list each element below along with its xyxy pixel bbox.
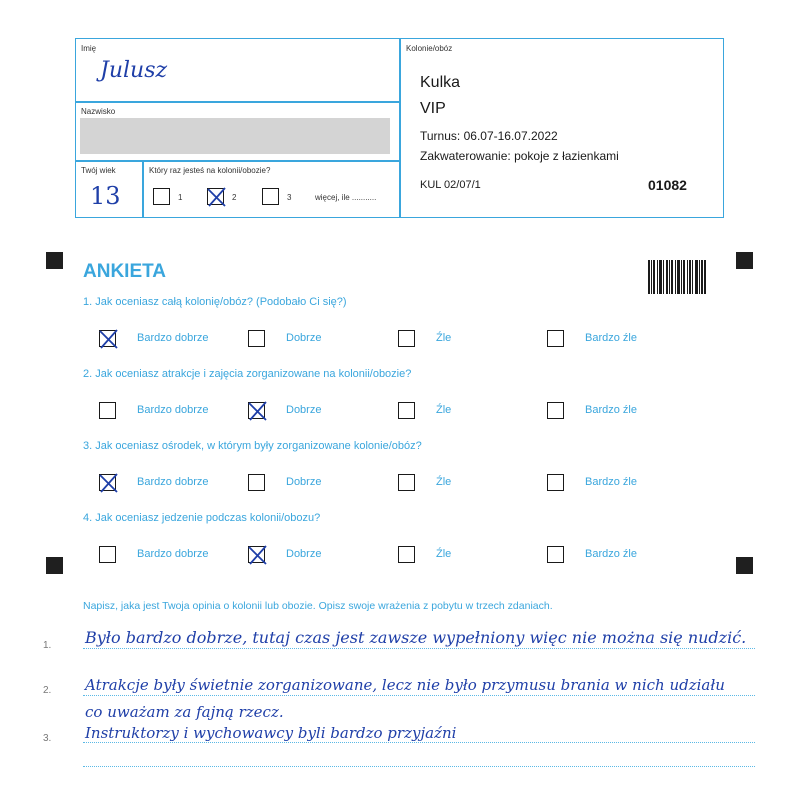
camp-code: KUL 02/07/1 bbox=[420, 179, 481, 191]
question-4-text: 4. Jak oceniasz jedzenie podczas kolonii/obozu? bbox=[83, 512, 321, 524]
registration-marker-top-left bbox=[46, 252, 63, 269]
q3-option-3-label: Źle bbox=[436, 476, 452, 488]
header-line-1 bbox=[75, 101, 400, 103]
q3-option-1-label: Bardzo dobrze bbox=[137, 476, 209, 488]
q1-option-3-label: Źle bbox=[436, 332, 452, 344]
answer-line-3 bbox=[83, 742, 755, 743]
age-value[interactable]: 13 bbox=[90, 182, 121, 210]
accommodation-label: Zakwaterowanie: bbox=[420, 149, 511, 163]
q3-option-2-checkbox[interactable] bbox=[248, 474, 265, 491]
answer-text-2b[interactable]: co uważam za fajną rzecz. bbox=[85, 703, 284, 721]
camp-label: Kolonie/obóz bbox=[406, 44, 453, 53]
registration-marker-bottom-right bbox=[736, 557, 753, 574]
line-number-2: 2. bbox=[43, 685, 52, 696]
question-3-text: 3. Jak oceniasz ośrodek, w którym były zorganizowane kolonie/obóz? bbox=[83, 440, 422, 452]
q1-option-2-label: Dobrze bbox=[286, 332, 322, 344]
question-1-text: 1. Jak oceniasz całą kolonię/obóz? (Podobało Ci się?) bbox=[83, 296, 347, 308]
turnus-value: 06.07-16.07.2022 bbox=[463, 129, 558, 143]
check-mark-icon bbox=[97, 472, 120, 495]
camp-name: Kulka bbox=[420, 74, 461, 91]
q3-option-3-checkbox[interactable] bbox=[398, 474, 415, 491]
registration-marker-bottom-left bbox=[46, 557, 63, 574]
check-mark-icon bbox=[97, 328, 120, 351]
times-option-1: 1 bbox=[178, 193, 183, 202]
q2-option-3-label: Źle bbox=[436, 404, 452, 416]
barcode-icon bbox=[648, 260, 706, 294]
answer-line-4 bbox=[83, 766, 755, 767]
answer-line-2 bbox=[83, 695, 755, 696]
form-number: 01082 bbox=[648, 177, 687, 193]
q4-option-2-label: Dobrze bbox=[286, 548, 322, 560]
check-mark-icon bbox=[246, 400, 269, 423]
q1-option-3-checkbox[interactable] bbox=[398, 330, 415, 347]
q2-option-1-label: Bardzo dobrze bbox=[137, 404, 209, 416]
q1-option-1-checkbox[interactable] bbox=[99, 330, 116, 347]
surname-redacted bbox=[80, 118, 390, 154]
check-mark-icon bbox=[246, 544, 269, 567]
surname-label: Nazwisko bbox=[81, 107, 116, 116]
name-value[interactable]: Julusz bbox=[100, 58, 168, 83]
q4-option-3-checkbox[interactable] bbox=[398, 546, 415, 563]
answer-text-2a[interactable]: Atrakcje były świetnie zorganizowane, lecz nie było przymusu brania w nich udziału bbox=[85, 676, 725, 694]
q4-option-2-checkbox[interactable] bbox=[248, 546, 265, 563]
q4-option-3-label: Źle bbox=[436, 548, 452, 560]
header-line-2 bbox=[75, 160, 400, 162]
times-option-3: 3 bbox=[287, 193, 292, 202]
name-label: Imię bbox=[81, 44, 97, 53]
opinion-prompt: Napisz, jaka jest Twoja opinia o kolonii lub obozie. Opisz swoje wrażenia z pobytu w trzech zdaniach. bbox=[83, 600, 553, 612]
q2-option-2-checkbox[interactable] bbox=[248, 402, 265, 419]
q3-option-2-label: Dobrze bbox=[286, 476, 322, 488]
turnus-row bbox=[420, 129, 558, 143]
line-number-1: 1. bbox=[43, 640, 52, 651]
q2-option-2-label: Dobrze bbox=[286, 404, 322, 416]
q1-option-2-checkbox[interactable] bbox=[248, 330, 265, 347]
q2-option-1-checkbox[interactable] bbox=[99, 402, 116, 419]
q3-option-1-checkbox[interactable] bbox=[99, 474, 116, 491]
accommodation-row bbox=[420, 149, 619, 163]
q1-option-1-label: Bardzo dobrze bbox=[137, 332, 209, 344]
answer-text-3[interactable]: Instruktorzy i wychowawcy byli bardzo przyjaźni bbox=[85, 724, 457, 742]
survey-title: ANKIETA bbox=[83, 261, 167, 282]
times-more-label: więcej, ile ........... bbox=[315, 193, 377, 202]
q4-option-1-checkbox[interactable] bbox=[99, 546, 116, 563]
q4-option-4-label: Bardzo źle bbox=[585, 548, 637, 560]
times-label: Który raz jesteś na kolonii/obozie? bbox=[149, 166, 271, 175]
q2-option-4-checkbox[interactable] bbox=[547, 402, 564, 419]
line-number-3: 3. bbox=[43, 733, 52, 744]
accommodation-value: pokoje z łazienkami bbox=[514, 149, 619, 163]
q2-option-4-label: Bardzo źle bbox=[585, 404, 637, 416]
q3-option-4-label: Bardzo źle bbox=[585, 476, 637, 488]
q1-option-4-checkbox[interactable] bbox=[547, 330, 564, 347]
times-option-2: 2 bbox=[232, 193, 237, 202]
question-2-text: 2. Jak oceniasz atrakcje i zajęcia zorganizowane na kolonii/obozie? bbox=[83, 368, 412, 380]
q4-option-1-label: Bardzo dobrze bbox=[137, 548, 209, 560]
registration-marker-top-right bbox=[736, 252, 753, 269]
q3-option-4-checkbox[interactable] bbox=[547, 474, 564, 491]
turnus-label: Turnus: bbox=[420, 129, 461, 143]
age-label: Twój wiek bbox=[81, 166, 116, 175]
q4-option-4-checkbox[interactable] bbox=[547, 546, 564, 563]
check-mark-icon bbox=[205, 186, 228, 209]
answer-line-1 bbox=[83, 648, 755, 649]
times-checkbox-3[interactable] bbox=[262, 188, 279, 205]
times-checkbox-1[interactable] bbox=[153, 188, 170, 205]
header-age-divider bbox=[142, 160, 144, 218]
header-divider-vertical bbox=[399, 38, 401, 218]
q2-option-3-checkbox[interactable] bbox=[398, 402, 415, 419]
camp-type: VIP bbox=[420, 100, 446, 117]
times-checkbox-2[interactable] bbox=[207, 188, 224, 205]
answer-text-1[interactable]: Było bardzo dobrze, tutaj czas jest zawsze wypełniony więc nie można się nudzić. bbox=[85, 628, 747, 647]
q1-option-4-label: Bardzo źle bbox=[585, 332, 637, 344]
